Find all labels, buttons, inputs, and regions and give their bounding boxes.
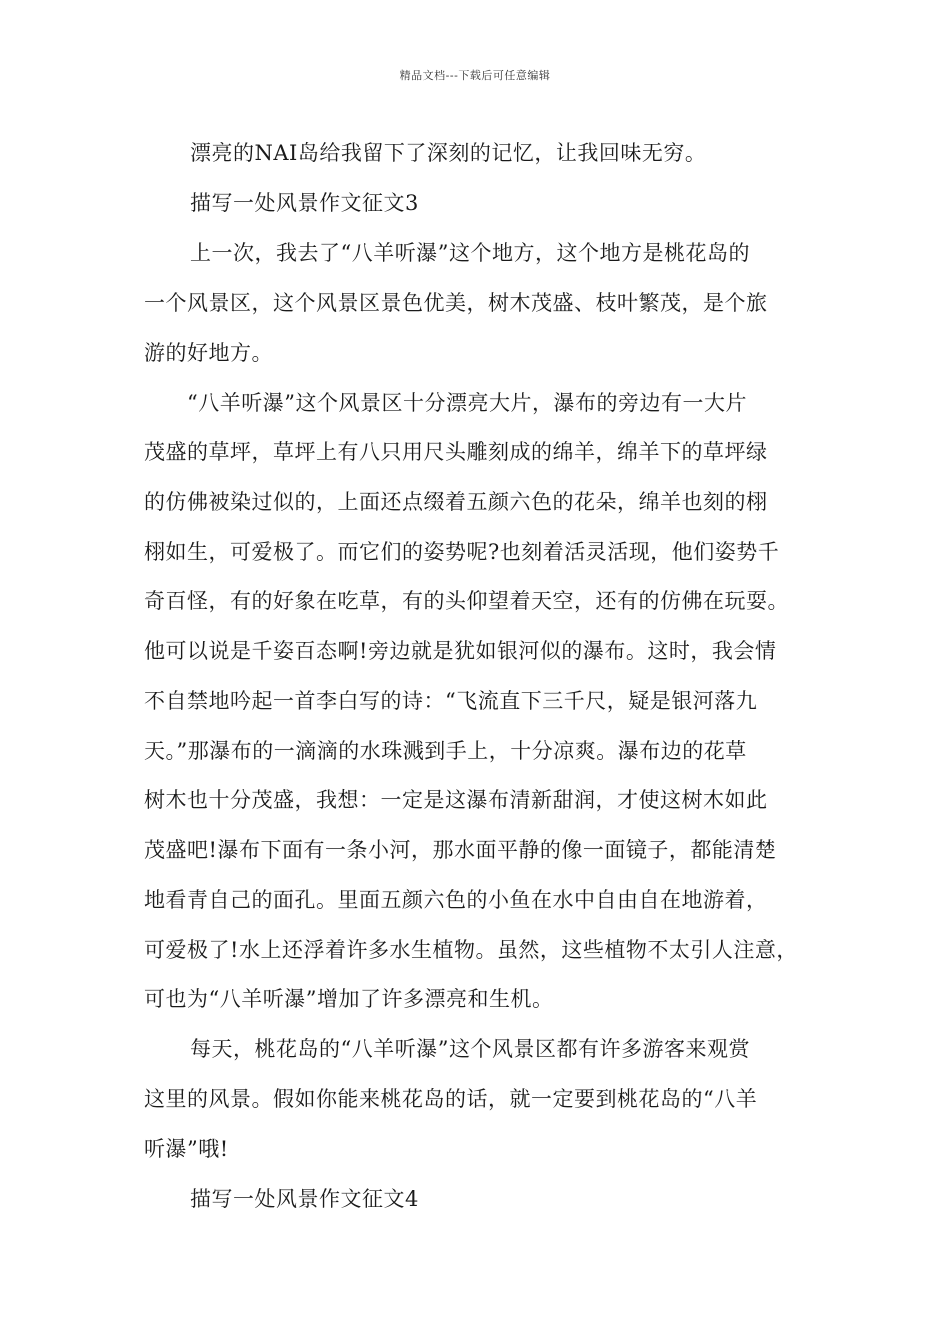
text-line: 上一次，我去了“八羊听瀑”这个地方，这个地方是桃花岛的	[190, 241, 750, 265]
page-header: 精品文档---下载后可任意编辑	[399, 69, 551, 82]
text-line: 一个风景区，这个风景区景色优美，树木茂盛、枝叶繁茂，是个旅	[144, 291, 768, 315]
section-heading: 描写一处风景作文征文3	[190, 191, 419, 215]
text-line: 每天，桃花岛的“八羊听瀑”这个风景区都有许多游客来观赏	[190, 1037, 750, 1061]
text-line: 可爱极了!水上还浮着许多水生植物。虽然，这些植物不太引人注意，	[144, 938, 798, 962]
text-line: 栩如生，可爱极了。而它们的姿势呢?也刻着活灵活现，他们姿势千	[144, 540, 780, 564]
text-line: 天。”那瀑布的一滴滴的水珠溅到手上，十分凉爽。瀑布边的花草	[144, 739, 747, 763]
text-line: 地看青自己的面孔。里面五颜六色的小鱼在水中自由自在地游着，	[144, 888, 768, 912]
text-line: 树木也十分茂盛，我想：一定是这瀑布清新甜润，才使这树木如此	[144, 788, 768, 812]
text-line: 这里的风景。假如你能来桃花岛的话，就一定要到桃花岛的“八羊	[144, 1087, 758, 1111]
text-line: 的仿佛被染过似的，上面还点缀着五颜六色的花朵，绵羊也刻的栩	[144, 490, 768, 514]
text-line: 可也为“八羊听瀑”增加了许多漂亮和生机。	[144, 987, 554, 1011]
text-line: 漂亮的NAI岛给我留下了深刻的记忆，让我回味无穷。	[190, 141, 707, 165]
text-line: 游的好地方。	[144, 341, 273, 365]
text-line: 奇百怪，有的好象在吃草，有的头仰望着天空，还有的仿佛在玩耍。	[144, 589, 789, 613]
text-line: 他可以说是千姿百态啊!旁边就是犹如银河似的瀑布。这时，我会情	[144, 639, 777, 663]
text-line: “八羊听瀑”这个风景区十分漂亮大片，瀑布的旁边有一大片	[187, 391, 747, 415]
text-line: 不自禁地吟起一首李白写的诗：“飞流直下三千尺，疑是银河落九	[144, 689, 758, 713]
text-line: 听瀑”哦!	[144, 1137, 229, 1161]
text-line: 茂盛吧!瀑布下面有一条小河，那水面平静的像一面镜子，都能清楚	[144, 838, 777, 862]
section-heading: 描写一处风景作文征文4	[190, 1187, 419, 1211]
text-line: 茂盛的草坪，草坪上有八只用尺头雕刻成的绵羊，绵羊下的草坪绿	[144, 440, 768, 464]
